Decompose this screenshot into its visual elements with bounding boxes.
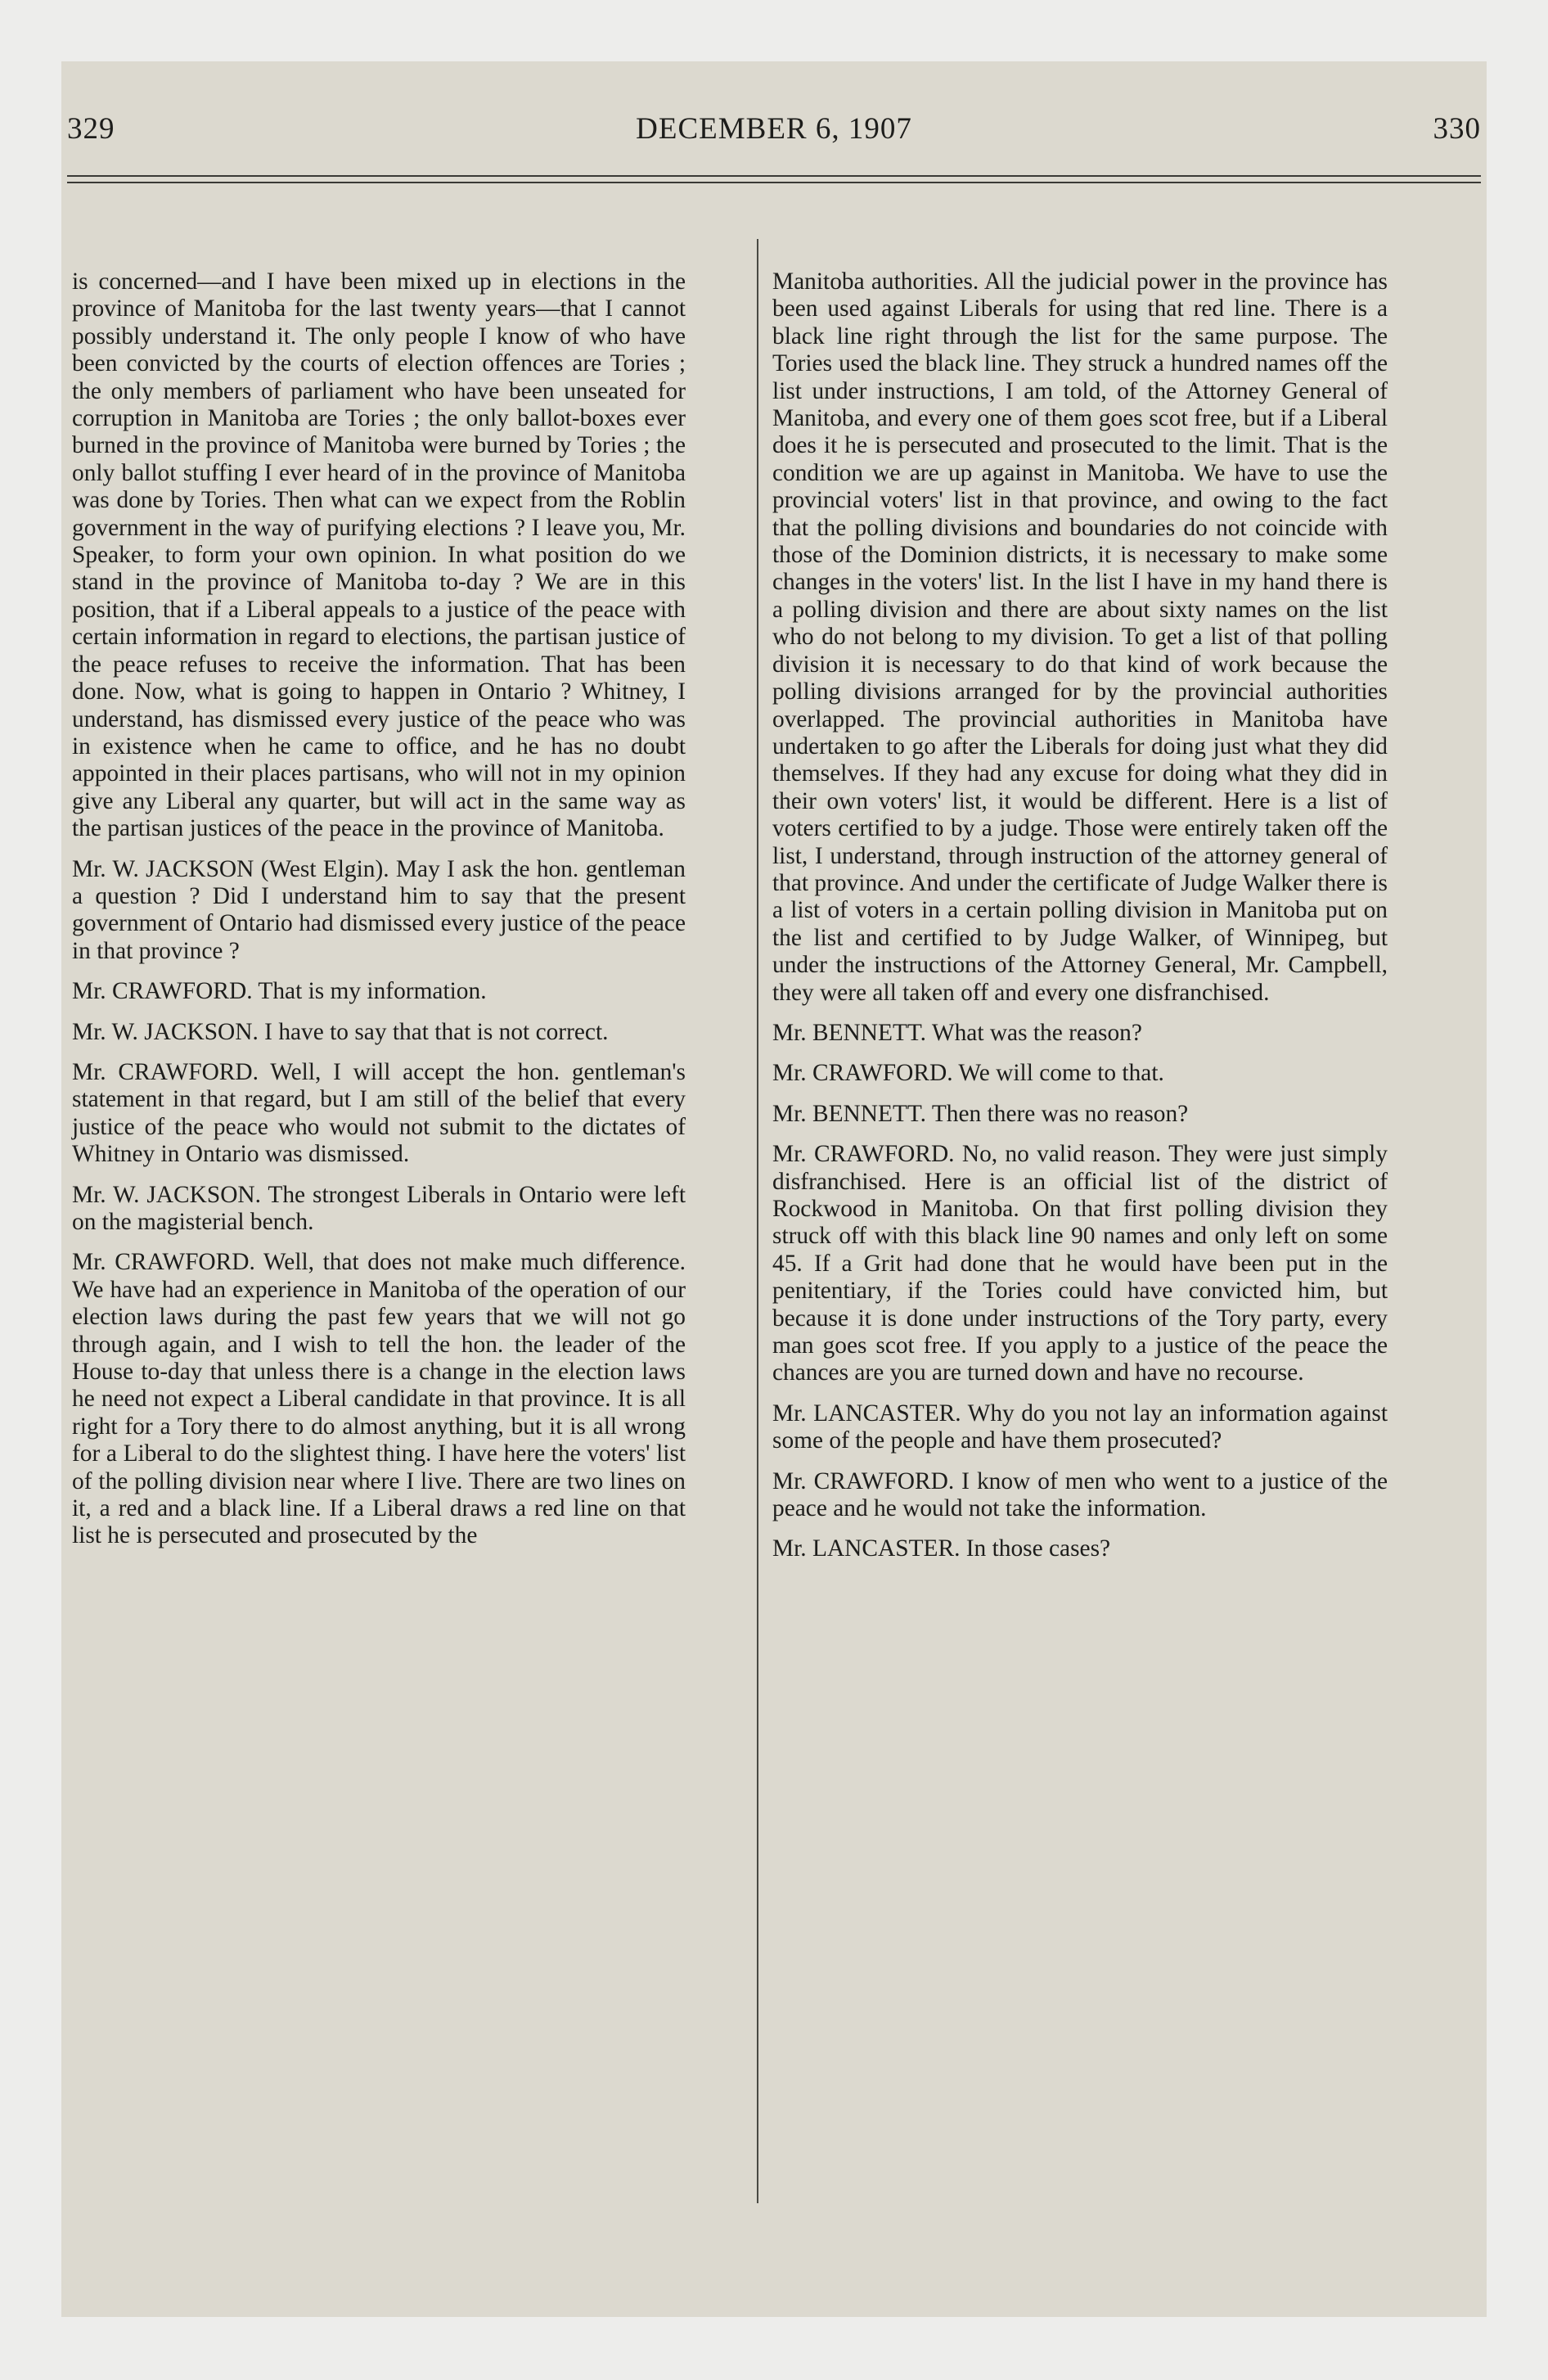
left-column: [72, 268, 686, 2175]
page-number-right: 330: [1433, 112, 1481, 146]
paragraph: is concerned—and I have been mixed up in elections in the province of Manitoba for the last twenty years—that I cannot possibly understand it. The only people I know of who have been convicted by the courts of election offences are Tories ; the only members of parliament who have been unseated for corruption in Manitoba are Tories ; the only ballot-boxes ever burned in the province of Manitoba were burned by Tories ; the only ballot stuffing I ever heard of in the province of Manitoba was done by Tories. Then what can we expect from the Roblin government in the way of purifying elections ? I leave you, Mr. Speaker, to form your own opinion. In what position do we stand in the province of Manitoba to-day ? We are in this position, that if a Liberal appeals to a justice of the peace with certain information in regard to elections, the partisan justice of the peace refuses to receive the information. That has been done. Now, what is going to happen in Ontario ? Whitney, I understand, has dismissed every justice of the peace who was in existence when he came to office, and he has no doubt appointed in their places partisans, who will not in my opinion give any Liberal any quarter, but will act in the same way as the partisan justices of the peace in the province of Manitoba.: [72, 268, 686, 842]
paragraph: Mr. LANCASTER. Why do you not lay an information against some of the people and have them prosecuted?: [772, 1400, 1388, 1454]
paragraph: Mr. CRAWFORD. Well, that does not make much difference. We have had an experience in Manitoba of the operation of our election laws during the past few years that we will not go through again, and I wish to tell the hon. the leader of the House to-day that unless there is a change in the election laws he need not expect a Liberal candidate in that province. It is all right for a Tory there to do almost anything, but it is all wrong for a Liberal to do the slightest thing. I have here the voters' list of the polling division near where I live. There are two lines on it, a red and a black line. If a Liberal draws a red line on that list he is persecuted and prosecuted by the: [72, 1249, 686, 1549]
paragraph: Manitoba authorities. All the judicial power in the province has been used against Liberals for using that red line. There is a black line right through the list for the same purpose. The Tories used the black line. They struck a hundred names off the list under instructions, I am told, of the Attorney General of Manitoba, and every one of them goes scot free, but if a Liberal does it he is persecuted and prosecuted to the limit. That is the condition we are up against in Manitoba. We have to use the provincial voters' list in that province, and owing to the fact that the polling divisions and boundaries do not coincide with those of the Dominion districts, it is necessary to make some changes in the voters' list. In the list I have in my hand there is a polling division and there are about sixty names on the list who do not belong to my division. To get a list of that polling division it is necessary to do that kind of work because the polling divisions arranged for by the provincial authorities overlapped. The provincial authorities in Manitoba have undertaken to go after the Liberals for doing just what they did themselves. If they had any excuse for doing what they did in their own voters' list, it would be different. Here is a list of voters certified to by a judge. Those were entirely taken off the list, I understand, through instruction of the attorney general of that province. And under the certificate of Judge Walker there is a list of voters in a certain polling division in Manitoba put on the list and certified to by Judge Walker, of Winnipeg, but under the instructions of the Attorney General, Mr. Campbell, they were all taken off and every one disfranchised.: [772, 268, 1388, 1006]
paragraph: Mr. W. JACKSON. I have to say that that is not correct.: [72, 1018, 609, 1045]
paragraph: Mr. BENNETT. Then there was no reason?: [772, 1100, 1189, 1127]
page-number-left: 329: [67, 112, 115, 146]
paragraph: Mr. CRAWFORD. I know of men who went to a justice of the peace and he would not take the information.: [772, 1467, 1388, 1522]
paragraph: Mr. CRAWFORD. No, no valid reason. They were just simply disfranchised. Here is an official list of the district of Rockwood in Manitoba. On that first polling division they struck off with this black line 90 names and only left on some 45. If a Grit had done that he would have been put in the penitentiary, if the Tories could have convicted him, but because it is done under instructions of the Tory party, every man goes scot free. If you apply to a justice of the peace the chances are you are turned down and have no recourse.: [772, 1141, 1388, 1386]
header-rule-bottom: [67, 182, 1481, 183]
paragraph: Mr. W. JACKSON. The strongest Liberals in Ontario were left on the magisterial bench.: [72, 1181, 686, 1235]
paragraph: Mr. BENNETT. What was the reason?: [772, 1019, 1142, 1046]
paragraph: Mr. W. JACKSON (West Elgin). May I ask the hon. gentleman a question ? Did I understand him to say that the present government of Ontario had dismissed every justice of the peace in that province ?: [72, 855, 686, 964]
page-header: [67, 111, 1481, 160]
paragraph: Mr. CRAWFORD. Well, I will accept the hon. gentleman's statement in that regard, but I am still of the belief that every justice of the peace who would not submit to the dictates of Whitney in Ontario was dismissed.: [72, 1058, 686, 1168]
column-divider: [757, 239, 758, 2203]
paragraph: Mr. LANCASTER. In those cases?: [772, 1535, 1111, 1562]
paragraph: Mr. CRAWFORD. We will come to that.: [772, 1060, 1164, 1087]
paragraph: Mr. CRAWFORD. That is my information.: [72, 978, 487, 1005]
header-rule-top: [67, 175, 1481, 177]
right-column: [772, 268, 1388, 2151]
page-date-title: DECEMBER 6, 1907: [636, 112, 912, 146]
